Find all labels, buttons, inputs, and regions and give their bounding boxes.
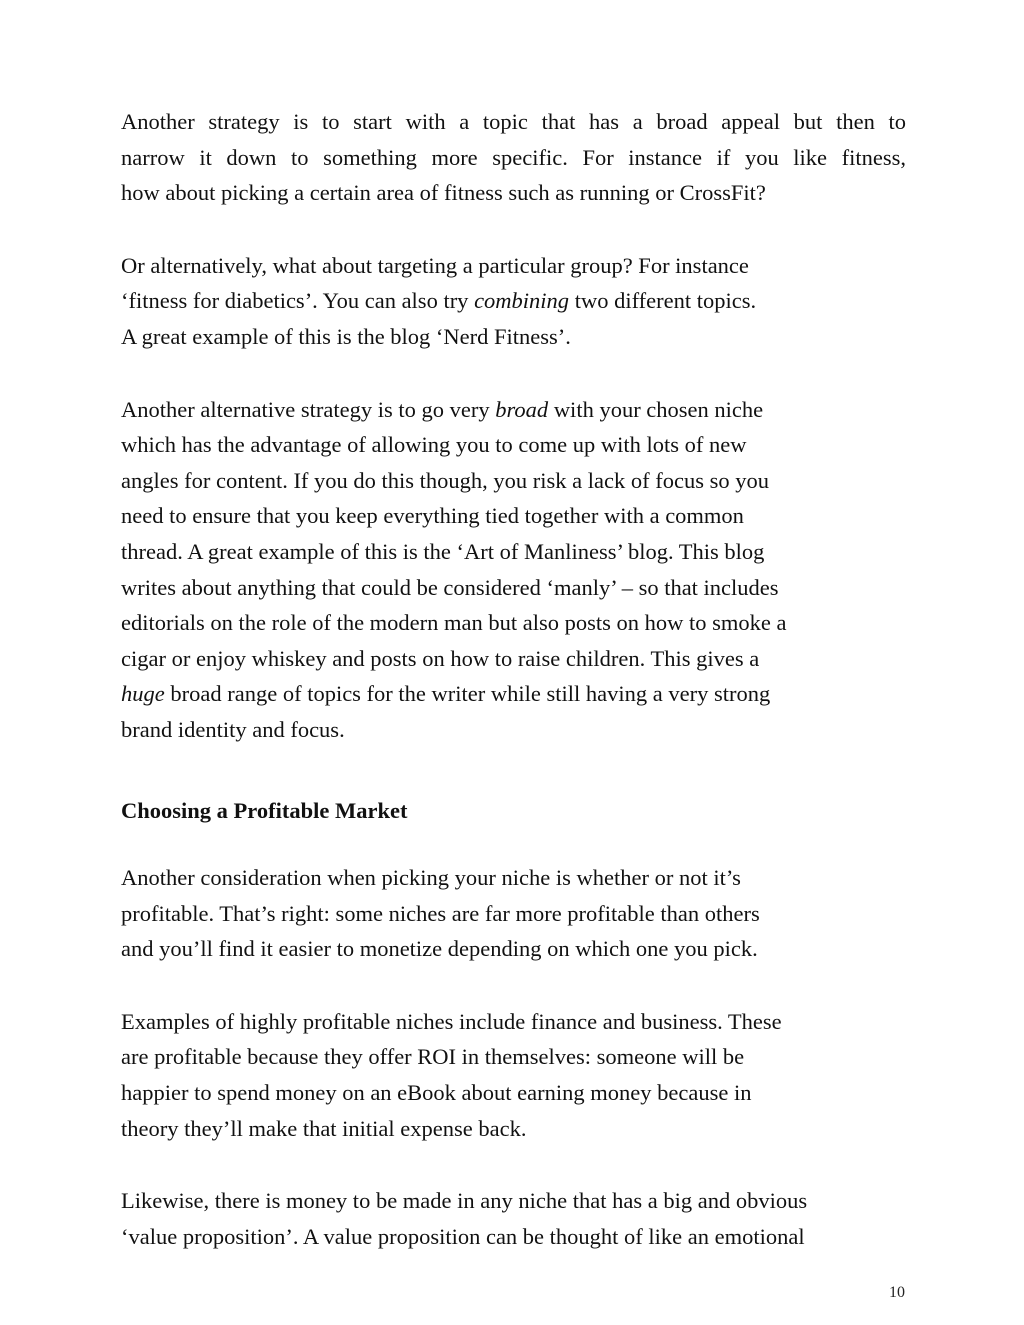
text-line: theory they’ll make that initial expense back.	[121, 1115, 527, 1141]
text-line: narrow it down to something more specific. For instance if you like fitness,	[121, 144, 906, 170]
text-line: need to ensure that you keep everything tied together with a common	[121, 503, 744, 529]
paragraph-spacer	[121, 355, 906, 392]
paragraph-profitable-examples	[121, 1004, 906, 1146]
paragraph-narrow-topic	[121, 104, 906, 211]
text-run: Another alternative strategy is to go very	[121, 396, 496, 422]
emphasis-text: combining	[474, 288, 570, 314]
text-line: Another strategy is to start with a topic that has a broad appeal but then to	[121, 109, 906, 134]
page-content	[121, 104, 906, 1254]
text-line	[121, 283, 906, 319]
paragraph-broad-strategy	[121, 392, 906, 748]
text-line: thread. A great example of this is the ‘Art of Manliness’ blog. This blog	[121, 538, 765, 564]
text-line: cigar or enjoy whiskey and posts on how to raise children. This gives a	[121, 645, 760, 671]
text-line: A great example of this is the blog ‘Nerd Fitness’.	[121, 323, 571, 349]
text-run: broad range of topics for the writer while still having a very strong	[164, 681, 771, 707]
text-line: how about picking a certain area of fitness such as running or CrossFit?	[121, 180, 766, 206]
text-line: writes about anything that could be considered ‘manly’ – so that includes	[121, 574, 779, 600]
heading-spacer	[121, 748, 906, 793]
text-line: profitable. That’s right: some niches are far more profitable than others	[121, 900, 760, 926]
paragraph-value-proposition	[121, 1183, 906, 1254]
text-line: ‘value proposition’. A value proposition can be thought of like an emotional	[121, 1223, 805, 1249]
text-line: and you’ll find it easier to monetize depending on which one you pick.	[121, 936, 758, 962]
text-line	[121, 392, 906, 428]
paragraph-spacer	[121, 828, 906, 860]
paragraph-profitability	[121, 860, 906, 967]
text-line: editorials on the role of the modern man but also posts on how to smoke a	[121, 610, 787, 636]
text-line: angles for content. If you do this though, you risk a lack of focus so you	[121, 467, 770, 493]
text-line: happier to spend money on an eBook about earning money because in	[121, 1080, 752, 1106]
text-line: are profitable because they offer ROI in themselves: someone will be	[121, 1044, 745, 1070]
text-line	[121, 676, 906, 712]
paragraph-spacer	[121, 1146, 906, 1183]
text-line: Likewise, there is money to be made in any niche that has a big and obvious	[121, 1188, 808, 1214]
paragraph-spacer	[121, 967, 906, 1004]
section-heading: Choosing a Profitable Market	[121, 797, 408, 823]
paragraph-target-group	[121, 248, 906, 355]
text-line: brand identity and focus.	[121, 716, 345, 742]
page-number: 10	[889, 1284, 905, 1301]
text-line: Or alternatively, what about targeting a particular group? For instance	[121, 252, 749, 278]
text-run: two different topics.	[569, 288, 757, 314]
text-line: Examples of highly profitable niches include finance and business. These	[121, 1008, 782, 1034]
text-run: with your chosen niche	[548, 396, 764, 422]
text-run: ‘fitness for diabetics’. You can also try	[121, 288, 475, 314]
text-line: Another consideration when picking your niche is whether or not it’s	[121, 865, 741, 891]
emphasis-text: broad	[495, 396, 549, 422]
text-line: which has the advantage of allowing you to come up with lots of new	[121, 432, 747, 458]
emphasis-text: huge	[121, 681, 165, 707]
paragraph-spacer	[121, 211, 906, 248]
